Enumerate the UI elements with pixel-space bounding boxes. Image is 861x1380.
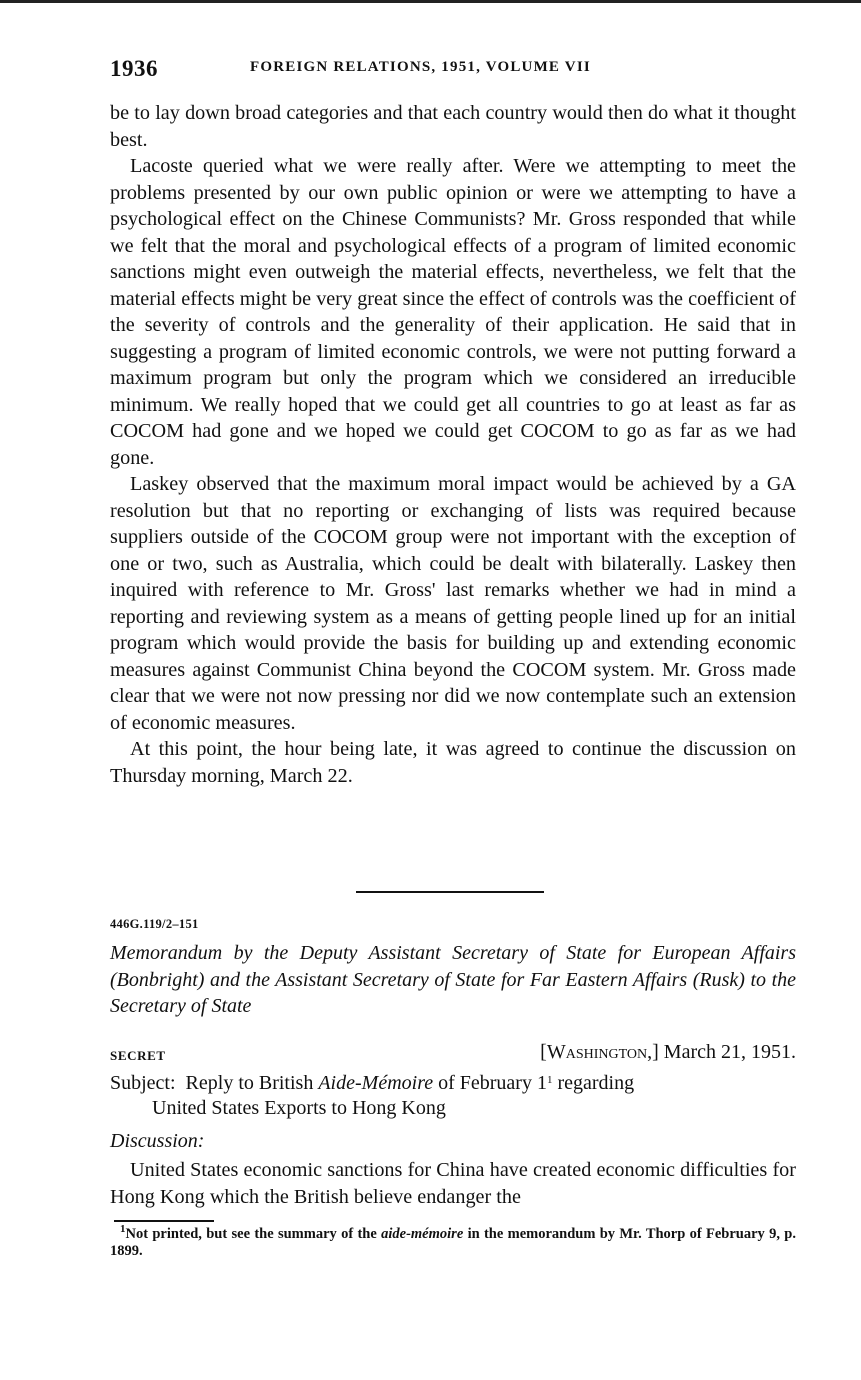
- subject-line-1: [110, 1071, 796, 1096]
- footnote-text-pre: Not printed, but see the summary of the: [125, 1226, 377, 1242]
- body-text: [110, 100, 796, 789]
- file-number: 446G.119/2–151: [110, 917, 199, 931]
- subject-text-post: regarding: [557, 1072, 635, 1094]
- footnote-reference: 1: [546, 1074, 553, 1086]
- document-title: Memorandum by the Deputy Assistant Secretary of State for European Affairs (Bonbright) and the Assistant Secretary of State for Far Eastern Affairs (Rusk) to the Secretary of State: [110, 942, 796, 1017]
- running-head: FOREIGN RELATIONS, 1951, VOLUME VII: [250, 59, 591, 75]
- page-header: [110, 56, 796, 86]
- footnote-text-italic: aide-mémoire: [381, 1226, 464, 1242]
- date: March 21, 1951.: [663, 1041, 796, 1063]
- paragraph-discussion: United States economic sanctions for China have created economic difficulties for Hong Kong which the British believe endanger the: [110, 1159, 796, 1208]
- subject-block: [110, 1071, 796, 1121]
- subject-label: Subject:: [110, 1072, 176, 1094]
- paragraph-continued: be to lay down broad categories and that each country would then do what it thought best.: [110, 102, 796, 151]
- subject-text-mid: of February 1: [438, 1072, 547, 1094]
- footnote-marker: 1: [120, 1223, 126, 1235]
- page-number: 1936: [110, 56, 158, 81]
- paragraph-lacoste: Lacoste queried what we were really after. Were we attempting to meet the problems presented by our own public opinion or were we attempting to have a psychological effect on the Chinese Communists? Mr. Gross responded that while we felt that the moral and psychological effects of a program of limited economic sanctions might even outweigh the material effects, nevertheless, we felt that the material effects might be very great since the effect of controls was the coefficient of the severity of controls and the generality of their application. He said that in suggesting a program of limited economic controls, we were not putting forward a maximum program but only the program which we considered an irreducible minimum. We really hoped that we could get all countries to go at least as far as COCOM had gone and we hoped we could get COCOM to go as far as we had gone.: [110, 155, 796, 469]
- subject-line-2: United States Exports to Hong Kong: [152, 1097, 446, 1119]
- place-close-bracket: ]: [652, 1041, 659, 1063]
- discussion-label: Discussion:: [110, 1130, 205, 1152]
- place-open-bracket: [: [540, 1041, 547, 1063]
- place-date-line: [540, 1041, 796, 1064]
- paragraph-adjournment: At this point, the hour being late, it was agreed to continue the discussion on Thursday morning, March 22.: [110, 738, 796, 787]
- page-top-edge: [0, 0, 861, 3]
- footnote-rule: [114, 1220, 214, 1222]
- footnote: [110, 1223, 796, 1260]
- footnote-text-post: in the memorandum by Mr. Thorp of February 9, p. 1899.: [110, 1226, 796, 1259]
- place: Washington,: [546, 1041, 653, 1063]
- subject-text-pre: Reply to British: [185, 1072, 314, 1094]
- section-divider: [356, 891, 544, 893]
- classification-label: SECRET: [110, 1048, 166, 1063]
- subject-text-italic: Aide-Mémoire: [318, 1072, 434, 1094]
- paragraph-laskey: Laskey observed that the maximum moral impact would be achieved by a GA resolution but that no reporting or exchanging of lists was required because suppliers outside of the COCOM group were not important with the exception of one or two, such as Australia, which could be dealt with bilaterally. Laskey then inquired with reference to Mr. Gross' last remarks whether we had in mind a reporting and reviewing system as a means of getting people lined up for an initial program which would provide the basis for building up and extending economic measures against Communist China beyond the COCOM system. Mr. Gross made clear that we were not now pressing nor did we now contemplate such an extension of economic measures.: [110, 473, 796, 734]
